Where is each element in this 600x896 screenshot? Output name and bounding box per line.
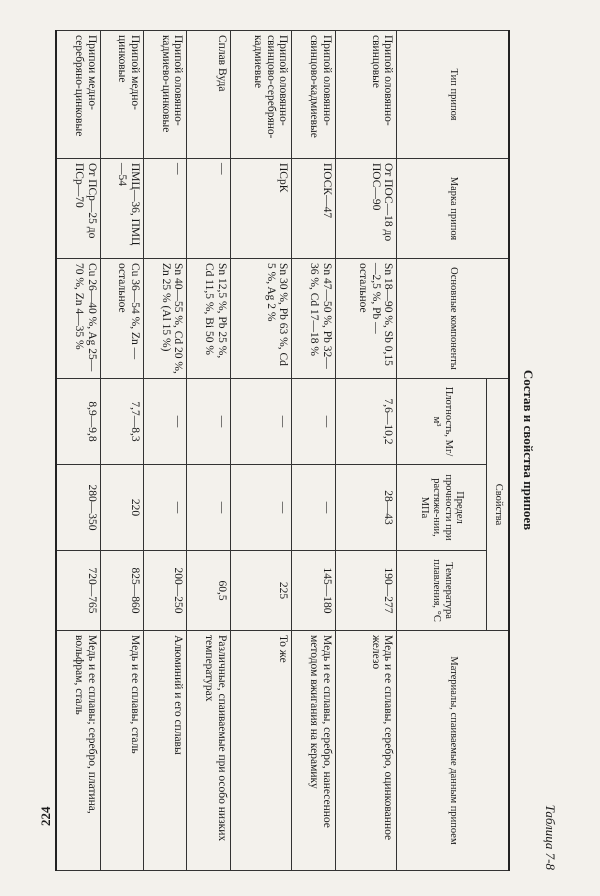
cell-components: Sn 47—50 %, Pb 32—36 %, Cd 17—18 %: [292, 259, 335, 379]
cell-grade: ПСрК: [230, 159, 292, 259]
cell-melting: 720—765: [56, 551, 100, 631]
cell-materials: То же: [230, 631, 292, 871]
cell-materials: Различные, спаиваемые при особо низких температурах: [187, 631, 230, 871]
cell-strength: —: [144, 465, 187, 551]
header-strength: Предел прочности при растяже-нии, МПа: [397, 465, 487, 551]
cell-density: 8,9—9,8: [56, 379, 100, 465]
table-row: [292, 31, 335, 871]
table-row: [230, 31, 292, 871]
cell-type: Припой медно-цинковые: [100, 31, 143, 159]
cell-melting: 60,5: [187, 551, 230, 631]
header-properties: Свойства: [487, 379, 509, 631]
cell-density: —: [292, 379, 335, 465]
page-number: 224: [38, 806, 53, 826]
header-grade: Марка припоя: [397, 159, 509, 259]
cell-density: —: [187, 379, 230, 465]
header-density: Плотность, Мг/м³: [397, 379, 487, 465]
cell-melting: 225: [230, 551, 292, 631]
cell-components: Cu 26—40 %, Ag 25—70 %, Zn 4—35 %: [56, 259, 100, 379]
cell-materials: Алюминий и его сплавы: [144, 631, 187, 871]
header-materials: Материалы, спаиваемые данным припоем: [397, 631, 509, 871]
header-type: Тип припоя: [397, 31, 509, 159]
table-row: [335, 31, 397, 871]
cell-grade: От ПОС—18 до ПОС—90: [335, 159, 397, 259]
cell-grade: От ПСр—25 до ПСр—70: [56, 159, 100, 259]
cell-melting: 190—277: [335, 551, 397, 631]
cell-density: 7,6—10,2: [335, 379, 397, 465]
cell-type: Припой оловянно-свинцовые: [335, 31, 397, 159]
cell-type: Припой оловянно-кадмиево-цинковые: [144, 31, 187, 159]
table-row: [144, 31, 187, 871]
cell-density: —: [230, 379, 292, 465]
cell-materials: Медь и ее сплавы, серебро, нанесенное методом вжигания на керамику: [292, 631, 335, 871]
cell-grade: —: [187, 159, 230, 259]
table-row: [187, 31, 230, 871]
cell-materials: Медь и ее сплавы, серебро, оцинкованное железо: [335, 631, 397, 871]
cell-strength: 280—350: [56, 465, 100, 551]
cell-components: Cu 36—54 %, Zn — остальное: [100, 259, 143, 379]
header-components: Основные компоненты: [397, 259, 509, 379]
cell-melting: 145—180: [292, 551, 335, 631]
rotated-table-block: [50, 30, 560, 870]
cell-components: Sn 12,5 %, Pb 25 %, Cd 11,5 %, Bi 50 %: [187, 259, 230, 379]
header-melting: Температура плавления, °С: [397, 551, 487, 631]
cell-strength: —: [187, 465, 230, 551]
cell-type: Сплав Вуда: [187, 31, 230, 159]
cell-components: Sn 18—90 %, Sb 0,15—2,5 %, Pb — остальное: [335, 259, 397, 379]
table-row: [56, 31, 100, 871]
cell-type: Припой оловянно-свинцово-кадмиевые: [292, 31, 335, 159]
cell-strength: 220: [100, 465, 143, 551]
cell-components: Sn 30 %, Pb 63 %, Cd 5 %, Ag 2 %: [230, 259, 292, 379]
cell-strength: —: [292, 465, 335, 551]
cell-grade: —: [144, 159, 187, 259]
solders-table: [55, 30, 510, 871]
table-row: [100, 31, 143, 871]
cell-melting: 200—250: [144, 551, 187, 631]
cell-grade: ПОСК—47: [292, 159, 335, 259]
cell-grade: ПМЦ—36, ПМЦ—54: [100, 159, 143, 259]
cell-strength: 28—43: [335, 465, 397, 551]
table-caption: Таблица 7-8: [543, 804, 558, 870]
cell-materials: Медь и ее сплавы, сталь: [100, 631, 143, 871]
cell-strength: —: [230, 465, 292, 551]
cell-components: Sn 40—55 %, Cd 20 %, Zn 25 % (Al 15 %): [144, 259, 187, 379]
cell-type: Припои медно-серебряно-цинковые: [56, 31, 100, 159]
cell-density: 7,7—8,3: [100, 379, 143, 465]
cell-type: Припой оловянно-свинцово-серебряно-кадмиевые: [230, 31, 292, 159]
cell-melting: 825—860: [100, 551, 143, 631]
table-title: Состав и свойства припоев: [521, 369, 536, 531]
cell-materials: Медь и ее сплавы; серебро, платина, вольфрам, сталь: [56, 631, 100, 871]
cell-density: —: [144, 379, 187, 465]
